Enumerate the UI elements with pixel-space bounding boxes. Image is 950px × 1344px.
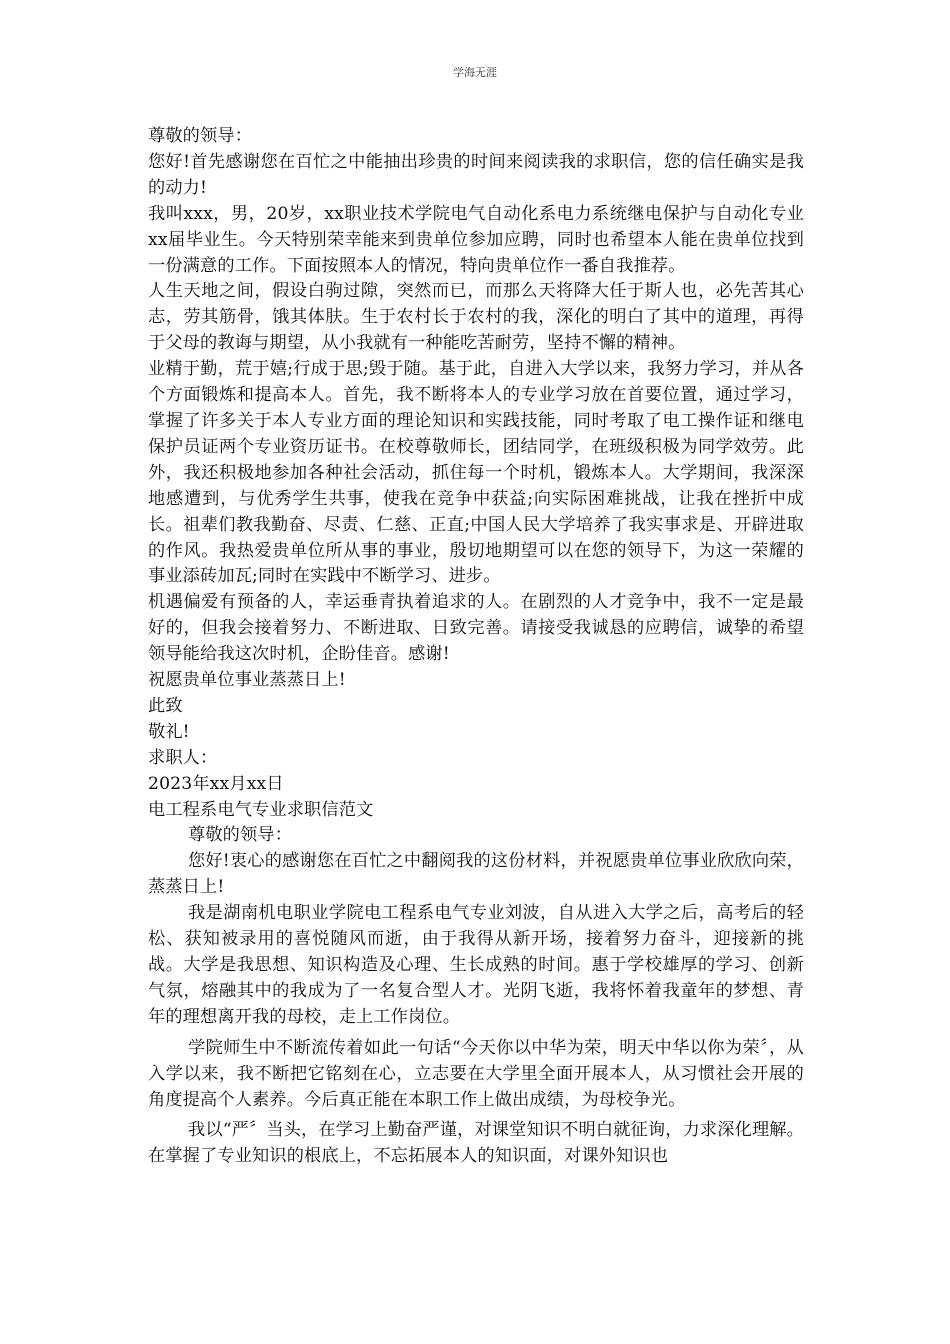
letter1-closing-1: 此致 <box>148 695 183 716</box>
letter1-signature: 求职人： <box>148 747 218 768</box>
letter2-paragraph-4: 我以“严〞当头，在学习上勤奋严谨，对课堂知识不明白就征询，力求深化理解。在掌握了专业知识的根底上，不忘拓展本人的知识面，对课外知识也 <box>148 1120 804 1167</box>
letter1-closing-2: 敬礼! <box>148 721 190 742</box>
letter1-paragraph-2: 我叫xxx，男，20岁，xx职业技术学院电气自动化系电力系统继电保护与自动化专业xx届毕业生。今天特别荣幸能来到贵单位参加应聘，同时也希望本人能在贵单位找到一份满意的工作。下面按照本人的情况，特向贵单位作一番自我推荐。 <box>148 203 804 276</box>
letter2-paragraph-3: 学院师生中不断流传着如此一句话“今天你以中华为荣，明天中华以你为荣〞，从入学以来，我不断把它铭刻在心，立志要在大学里全面开展本人，从习惯社会开展的角度提高个人素养。今后真正能在本职工作上做出成绩，为母校争光。 <box>148 1037 804 1110</box>
letter1-wish: 祝愿贵单位事业蒸蒸日上! <box>148 670 346 691</box>
letter1-paragraph-5: 机遇偏爱有预备的人，幸运垂青执着追求的人。在剧烈的人才竞争中，我不一定是最好的，但我会接着努力、不断进取、日致完善。请接受我诚恳的应聘信，诚挚的希望领导能给我这次时机，企盼佳音。感谢! <box>148 592 804 665</box>
page-header: 学海无涯 <box>453 66 497 79</box>
letter1-date: 2023年xx月xx日 <box>148 773 284 794</box>
letter1-paragraph-3: 人生天地之间，假设白驹过隙，突然而已，而那么天将降大任于斯人也，必先苦其心志，劳其筋骨，饿其体肤。生于农村长于农村的我，深化的明白了其中的道理，再得于父母的教诲与期望，从小我就有一种能吃苦耐劳，坚持不懈的精神。 <box>148 281 804 354</box>
document-body <box>148 124 804 1170</box>
letter2-greeting: 尊敬的领导： <box>188 825 293 846</box>
letter1-greeting: 尊敬的领导： <box>148 126 253 146</box>
letter1-paragraph-4: 业精于勤，荒于嬉;行成于思;毁于随。基于此，自进入大学以来，我努力学习，并从各个方面锻炼和提高本人。首先，我不断将本人的专业学习放在首要位置，通过学习，掌握了许多关于本人专业方面的理论知识和实践技能，同时考取了电工操作证和继电保护员证两个专业资历证书。在校尊敬师长，团结同学，在班级积极为同学效劳。此外，我还积极地参加各种社会活动，抓住每一个时机，锻炼本人。大学期间，我深深地感遭到，与优秀学生共事，使我在竞争中获益;向实际困难挑战，让我在挫折中成长。祖辈们教我勤奋、尽责、仁慈、正直;中国人民大学培养了我实事求是、开辟进取的作风。我热爱贵单位所从事的事业，殷切地期望可以在您的领导下，为这一荣耀的事业添砖加瓦;同时在实践中不断学习、进步。 <box>148 359 804 587</box>
letter2-paragraph-1: 您好!衷心的感谢您在百忙之中翻阅我的这份材料，并祝愿贵单位事业欣欣向荣，蒸蒸日上! <box>148 851 804 898</box>
letter2-paragraph-2: 我是湖南机电职业学院电工程系电气专业刘波，自从进入大学之后，高考后的轻松、获知被录用的喜悦随风而逝，由于我得从新开场，接着努力奋斗，迎接新的挑战。大学是我思想、知识构造及心理、生长成熟的时间。惠于学校雄厚的学习、创新气氛，熔融其中的我成为了一名复合型人才。光阴飞逝，我将怀着我童年的梦想、青年的理想离开我的母校，走上工作岗位。 <box>148 903 804 1027</box>
letter1-paragraph-1: 您好!首先感谢您在百忙之中能抽出珍贵的时间来阅读我的求职信，您的信任确实是我的动力! <box>148 151 804 198</box>
letter2-title: 电工程系电气专业求职信范文 <box>148 799 374 820</box>
